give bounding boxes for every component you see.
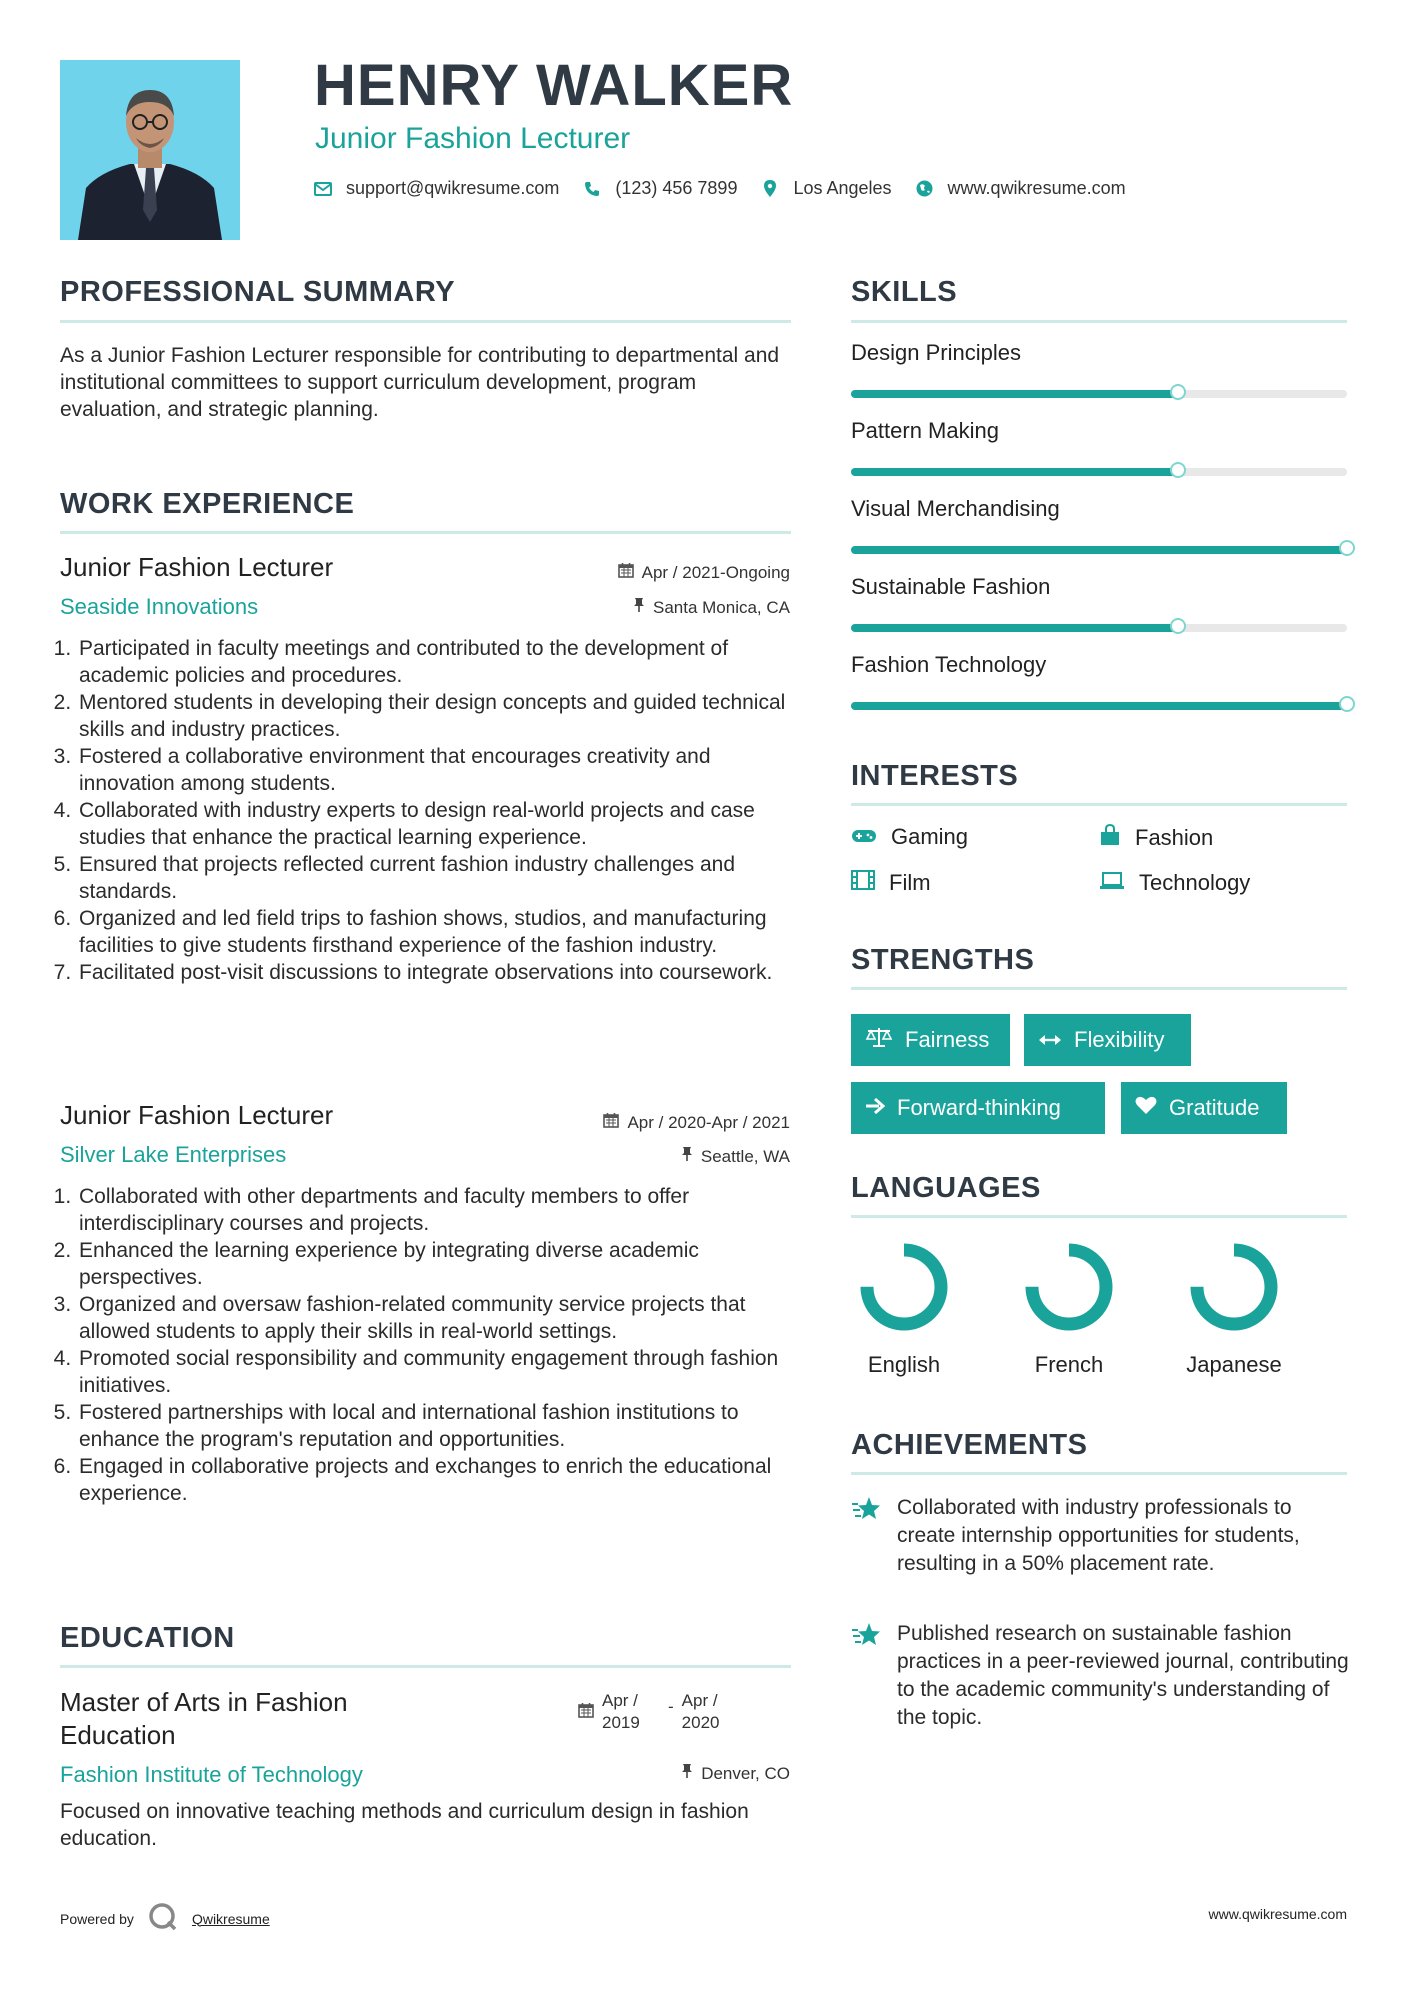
candidate-name: HENRY WALKER — [314, 53, 794, 118]
language-item — [1171, 1240, 1311, 1377]
pushpin-icon — [633, 597, 645, 618]
calendar-icon — [618, 562, 634, 583]
heart-icon — [1135, 1095, 1157, 1121]
candidate-title: Junior Fashion Lecturer — [315, 122, 631, 155]
strength-chip — [851, 1014, 1010, 1066]
gamepad-icon — [851, 824, 877, 850]
strength-label: Fairness — [905, 1027, 990, 1052]
job-title: Junior Fashion Lecturer — [60, 552, 334, 582]
interest-item — [851, 824, 968, 850]
footer-powered-by — [60, 1902, 270, 1935]
job-location-text: Seattle, WA — [700, 1146, 790, 1166]
job-dates — [603, 1112, 790, 1133]
interest-label: Film — [889, 870, 931, 895]
skill-bar-track — [851, 468, 1347, 476]
shopping-bag-icon — [1099, 824, 1121, 852]
languages-heading: LANGUAGES — [851, 1172, 1041, 1204]
job-responsibilities — [54, 1183, 807, 1507]
skill-bar-knob — [1170, 462, 1186, 478]
list-item: 1. Participated in faculty meetings and contributed to the development of academic policies and procedures. — [77, 635, 807, 689]
achievement-item — [851, 1494, 1351, 1578]
interest-label: Technology — [1139, 870, 1251, 895]
achievement-text: Collaborated with industry professionals to create internship opportunities for students, resulting in a 50% placement rate. — [897, 1496, 1300, 1575]
strength-chip — [851, 1082, 1105, 1134]
language-item — [841, 1240, 981, 1377]
phone-icon — [583, 180, 601, 198]
interest-item — [851, 870, 931, 896]
work-heading: WORK EXPERIENCE — [60, 488, 355, 520]
education-heading: EDUCATION — [60, 1622, 235, 1654]
pushpin-icon — [681, 1146, 693, 1167]
contact-website[interactable]: www.qwikresume.com — [947, 178, 1126, 198]
star-icon — [851, 1622, 881, 1732]
job-location — [681, 1146, 790, 1167]
contact-bar — [314, 178, 1136, 199]
skill-row — [851, 574, 1347, 652]
job-responsibilities — [54, 635, 807, 986]
language-level-arc — [1032, 1250, 1106, 1324]
interests-heading: INTERESTS — [851, 760, 1019, 792]
skill-bar-knob — [1339, 696, 1355, 712]
work-rule — [60, 531, 791, 534]
language-ring — [1171, 1240, 1311, 1340]
arrows-horizontal-icon — [1038, 1027, 1062, 1053]
brand-link[interactable]: Qwikresume — [191, 1910, 270, 1927]
contact-email[interactable]: support@qwikresume.com — [346, 178, 560, 198]
skill-bar-knob — [1170, 618, 1186, 634]
strengths-heading: STRENGTHS — [851, 944, 1035, 976]
film-icon — [851, 870, 875, 896]
list-item: 3. Fostered a collaborative environment that encourages creativity and innovation among students. — [77, 743, 807, 797]
skills-rule — [851, 320, 1347, 323]
education-start: Apr / 2019 — [602, 1691, 640, 1732]
skill-bar-fill — [851, 624, 1178, 632]
interest-item — [1099, 870, 1250, 896]
skill-row — [851, 496, 1347, 574]
strength-label: Gratitude — [1169, 1095, 1260, 1120]
education-location — [681, 1763, 790, 1784]
skill-bar-track — [851, 702, 1347, 710]
education-end: Apr / 2020 — [681, 1691, 720, 1732]
languages-list — [841, 1240, 1361, 1390]
job-company: Silver Lake Enterprises — [60, 1142, 287, 1167]
list-item: 6. Engaged in collaborative projects and exchanges to enrich the educational experience. — [77, 1453, 807, 1507]
list-item: 4. Promoted social responsibility and community engagement through fashion initiatives. — [77, 1345, 807, 1399]
date-separator: - — [668, 1697, 674, 1716]
skills-heading: SKILLS — [851, 276, 958, 308]
job-dates-text: Apr / 2020-Apr / 2021 — [627, 1112, 790, 1132]
summary-heading: PROFESSIONAL SUMMARY — [60, 276, 456, 308]
strength-label: Forward-thinking — [897, 1095, 1061, 1120]
list-item: 7. Facilitated post-visit discussions to integrate observations into coursework. — [77, 959, 807, 986]
skill-bar-fill — [851, 390, 1178, 398]
envelope-icon — [314, 180, 332, 198]
language-name: English — [867, 1352, 941, 1377]
pushpin-icon — [681, 1763, 693, 1784]
list-item: 4. Collaborated with industry experts to design real-world projects and case studies that enhance the practical learning experience. — [77, 797, 807, 851]
skill-bar-track — [851, 390, 1347, 398]
profile-photo — [60, 60, 240, 240]
language-name: French — [1034, 1352, 1104, 1377]
laptop-icon — [1099, 870, 1125, 896]
globe-icon — [916, 180, 934, 198]
skill-name: Pattern Making — [851, 418, 999, 443]
job-company: Seaside Innovations — [60, 594, 259, 619]
language-level-arc — [1197, 1250, 1271, 1324]
powered-by-label: Powered by — [60, 1910, 134, 1927]
education-description: Focused on innovative teaching methods and curriculum design in fashion education. — [60, 1800, 749, 1850]
skill-bar-fill — [851, 702, 1347, 710]
list-item: 6. Organized and led field trips to fashion shows, studios, and manufacturing facilities to give students firsthand experience of the fashion industry. — [77, 905, 807, 959]
strength-chip — [1121, 1082, 1287, 1134]
skill-row — [851, 340, 1347, 418]
achievements-rule — [851, 1472, 1347, 1475]
contact-phone[interactable]: (123) 456 7899 — [615, 178, 738, 198]
footer-url[interactable]: www.qwikresume.com — [1208, 1906, 1347, 1922]
strengths-rule — [851, 987, 1347, 990]
summary-text: As a Junior Fashion Lecturer responsible for contributing to departmental and institutional committees to support curriculum development, program evaluation, and strategic planning. — [60, 344, 780, 421]
job-dates-text: Apr / 2021-Ongoing — [641, 562, 790, 582]
skill-row — [851, 652, 1347, 730]
strength-chip — [1024, 1014, 1191, 1066]
calendar-icon — [603, 1112, 619, 1133]
list-item: 1. Collaborated with other departments and faculty members to offer interdisciplinary courses and projects. — [77, 1183, 807, 1237]
interest-item — [1099, 824, 1213, 852]
calendar-icon — [578, 1702, 594, 1734]
school-name: Fashion Institute of Technology — [60, 1762, 363, 1787]
skill-row — [851, 418, 1347, 496]
language-name: Japanese — [1186, 1352, 1282, 1377]
skill-bar-knob — [1170, 384, 1186, 400]
interest-label: Gaming — [891, 824, 969, 849]
job-location — [633, 597, 790, 618]
language-ring — [841, 1240, 981, 1340]
skill-bar-knob — [1339, 540, 1355, 556]
list-item: 2. Enhanced the learning experience by integrating diverse academic perspectives. — [77, 1237, 807, 1291]
strength-label: Flexibility — [1074, 1027, 1165, 1052]
contact-location: Los Angeles — [793, 178, 892, 198]
achievement-item — [851, 1620, 1351, 1732]
language-level-arc — [867, 1250, 941, 1324]
list-item: 3. Organized and oversaw fashion-related community service projects that allowed students to apply their skills in real-world settings. — [77, 1291, 807, 1345]
education-dates — [578, 1690, 734, 1734]
language-item — [1006, 1240, 1146, 1377]
interest-label: Fashion — [1135, 825, 1214, 850]
interests-rule — [851, 803, 1347, 806]
map-marker-icon — [761, 180, 779, 198]
achievements-heading: ACHIEVEMENTS — [851, 1429, 1088, 1461]
arrow-right-icon — [865, 1095, 885, 1121]
skill-bar-fill — [851, 546, 1347, 554]
degree-title: Master of Arts in Fashion Education — [60, 1687, 348, 1750]
skill-name: Fashion Technology — [851, 652, 1047, 677]
education-location-text: Denver, CO — [701, 1763, 790, 1783]
skill-name: Visual Merchandising — [851, 496, 1060, 521]
education-rule — [60, 1665, 791, 1668]
job-title: Junior Fashion Lecturer — [60, 1100, 334, 1130]
job-location-text: Santa Monica, CA — [652, 597, 790, 617]
skill-name: Sustainable Fashion — [851, 574, 1051, 599]
skill-bar-fill — [851, 468, 1178, 476]
achievement-text: Published research on sustainable fashion practices in a peer-reviewed journal, contributing to the academic community's understanding of the topic. — [897, 1622, 1349, 1729]
qwikresume-logo-icon — [148, 1902, 178, 1935]
list-item: 5. Ensured that projects reflected current fashion industry challenges and standards. — [77, 851, 807, 905]
skill-name: Design Principles — [851, 340, 1021, 365]
skill-bar-track — [851, 624, 1347, 632]
skill-bar-track — [851, 546, 1347, 554]
star-icon — [851, 1496, 881, 1578]
language-ring — [1006, 1240, 1146, 1340]
balance-scale-icon — [865, 1026, 893, 1054]
list-item: 5. Fostered partnerships with local and international fashion institutions to enhance the program's reputation and opportunities. — [77, 1399, 807, 1453]
summary-rule — [60, 320, 791, 323]
list-item: 2. Mentored students in developing their design concepts and guided technical skills and industry practices. — [77, 689, 807, 743]
job-dates — [618, 562, 790, 583]
languages-rule — [851, 1215, 1347, 1218]
